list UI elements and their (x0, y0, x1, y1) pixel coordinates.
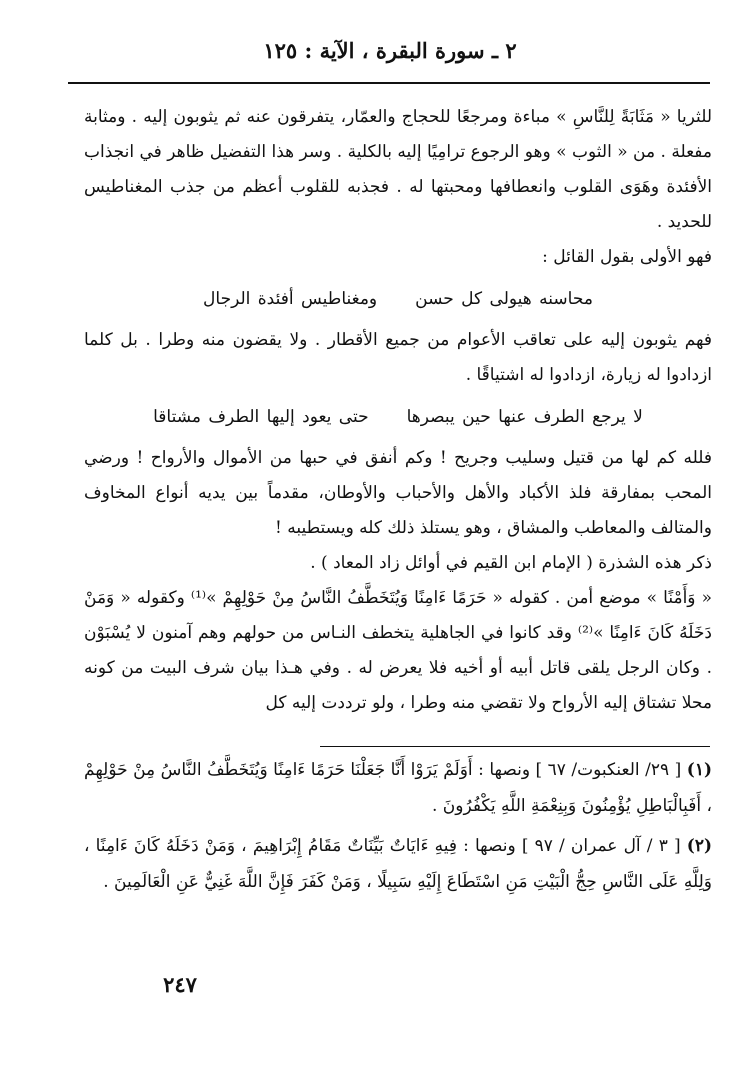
paragraph: فهم يثوبون إليه على تعاقب الأعوام من جميع الأقطار . ولا يقضون منه وطرا . بل كلما ازدادوا له زيارة، ازدادوا له اشتياقًا . (84, 330, 712, 385)
running-header: ٢ ـ سورة البقرة ، الآية : ١٢٥ (263, 38, 517, 63)
paragraph: « وَأَمْنًا » موضع أمن . كقوله « حَرَمًا ءَامِنًا وَيُتَخَطَّفُ النَّاسُ مِنْ حَوْلِهِمْ »⁽¹⁾ وكقوله « وَمَنْ دَخَلَهُ كَانَ ءَامِنًا »⁽²⁾ وقد كانوا في الجاهلية يتخطف النـاس من حولهم وهم آمنون لا يُسْبَوْن . وكان الرجل يلقى قاتل أبيه أو أخيه فلا يعرض له . وفي هـذا بيان شرف البيت من كونه محلا تشتاق إليه الأرواح ولا تقضي منه وطرا ، ولو ترددت إليه كل (84, 588, 713, 713)
main-text (84, 100, 712, 721)
footnote-text: [ ٣ / آل عمران / ٩٧ ] ونصها : فِيهِ ءَايَاتٌ بَيِّنَاتٌ مَقَامُ إِبْرَاهِيمَ ، وَمَنْ دَخَلَهُ كَانَ ءَامِنًا ، وَلِلَّهِ عَلَى النَّاسِ حِجُّ الْبَيْتِ مَنِ اسْتَطَاعَ إِلَيْهِ سَبِيلًا ، وَمَنْ كَفَرَ فَإِنَّ اللَّهَ غَنِيٌّ عَنِ الْعَالَمِينَ . (84, 836, 712, 892)
footnote-text: [ ٢٩/ العنكبوت/ ٦٧ ] ونصها : أَوَلَمْ يَرَوْا أَنَّا جَعَلْنَا حَرَمًا ءَامِنًا وَيُتَخَطَّفُ النَّاسُ مِنْ حَوْلِهِمْ ، أَفَبِالْبَاطِلِ يُؤْمِنُونَ وَبِنِعْمَةِ اللَّهِ يَكْفُرُونَ . (84, 760, 712, 816)
verse-first-hemistich: محاسنه هيولى كل حسن (415, 289, 593, 309)
paragraph: ذكر هذه الشذرة ( الإمام ابن القيم في أوائل زاد المعاد ) . (310, 553, 712, 573)
paragraph: للثريا « مَثَابَةً لِلنَّاسِ » مباءة ومرجعًا للحجاج والعمّار، يتفرقون عنه ثم يثوبون إليه . ومثابة مفعلة . من « الثوب » وهو الرجوع ترامِيًا إليه بالكلية . وسر هذا التفضيل ظاهر في انجذاب الأفئدة وهَوَى القلوب وانعطافها ومحبتها له . فجذبه للقلوب أعظم من جذب المغناطيس للحديد . (84, 107, 712, 232)
footnote-number: (٢) (686, 836, 712, 856)
header-rule (68, 82, 710, 84)
footnotes (84, 752, 712, 904)
footnote-rule (320, 746, 710, 747)
footnote-number: (١) (686, 760, 712, 780)
footnote (84, 828, 712, 900)
paragraph: فلله كم لها من قتيل وسليب وجريح ! وكم أنفق في حبها من الأموال والأرواح ! ورضي المحب بمفارقة فلذ الأكباد والأهل والأحباب والأوطان، مقدماً بين يديه أنواع المخاوف والمتالف والمعاطب والمشاق ، وهو يستلذ ذلك كله ويستطيبه ! (84, 448, 712, 538)
verse-second-hemistich: حتى يعود إليها الطرف مشتاقا (153, 407, 369, 427)
page-number: ٢٤٧ (163, 972, 197, 997)
poetry-verse (84, 275, 712, 323)
paragraph: فهو الأولى بقول القائل : (542, 247, 712, 267)
poetry-verse (84, 393, 712, 441)
verse-first-hemistich: لا يرجع الطرف عنها حين يبصرها (406, 407, 643, 427)
verse-second-hemistich: ومغناطيس أفئدة الرجال (203, 289, 378, 309)
footnote (84, 752, 712, 824)
